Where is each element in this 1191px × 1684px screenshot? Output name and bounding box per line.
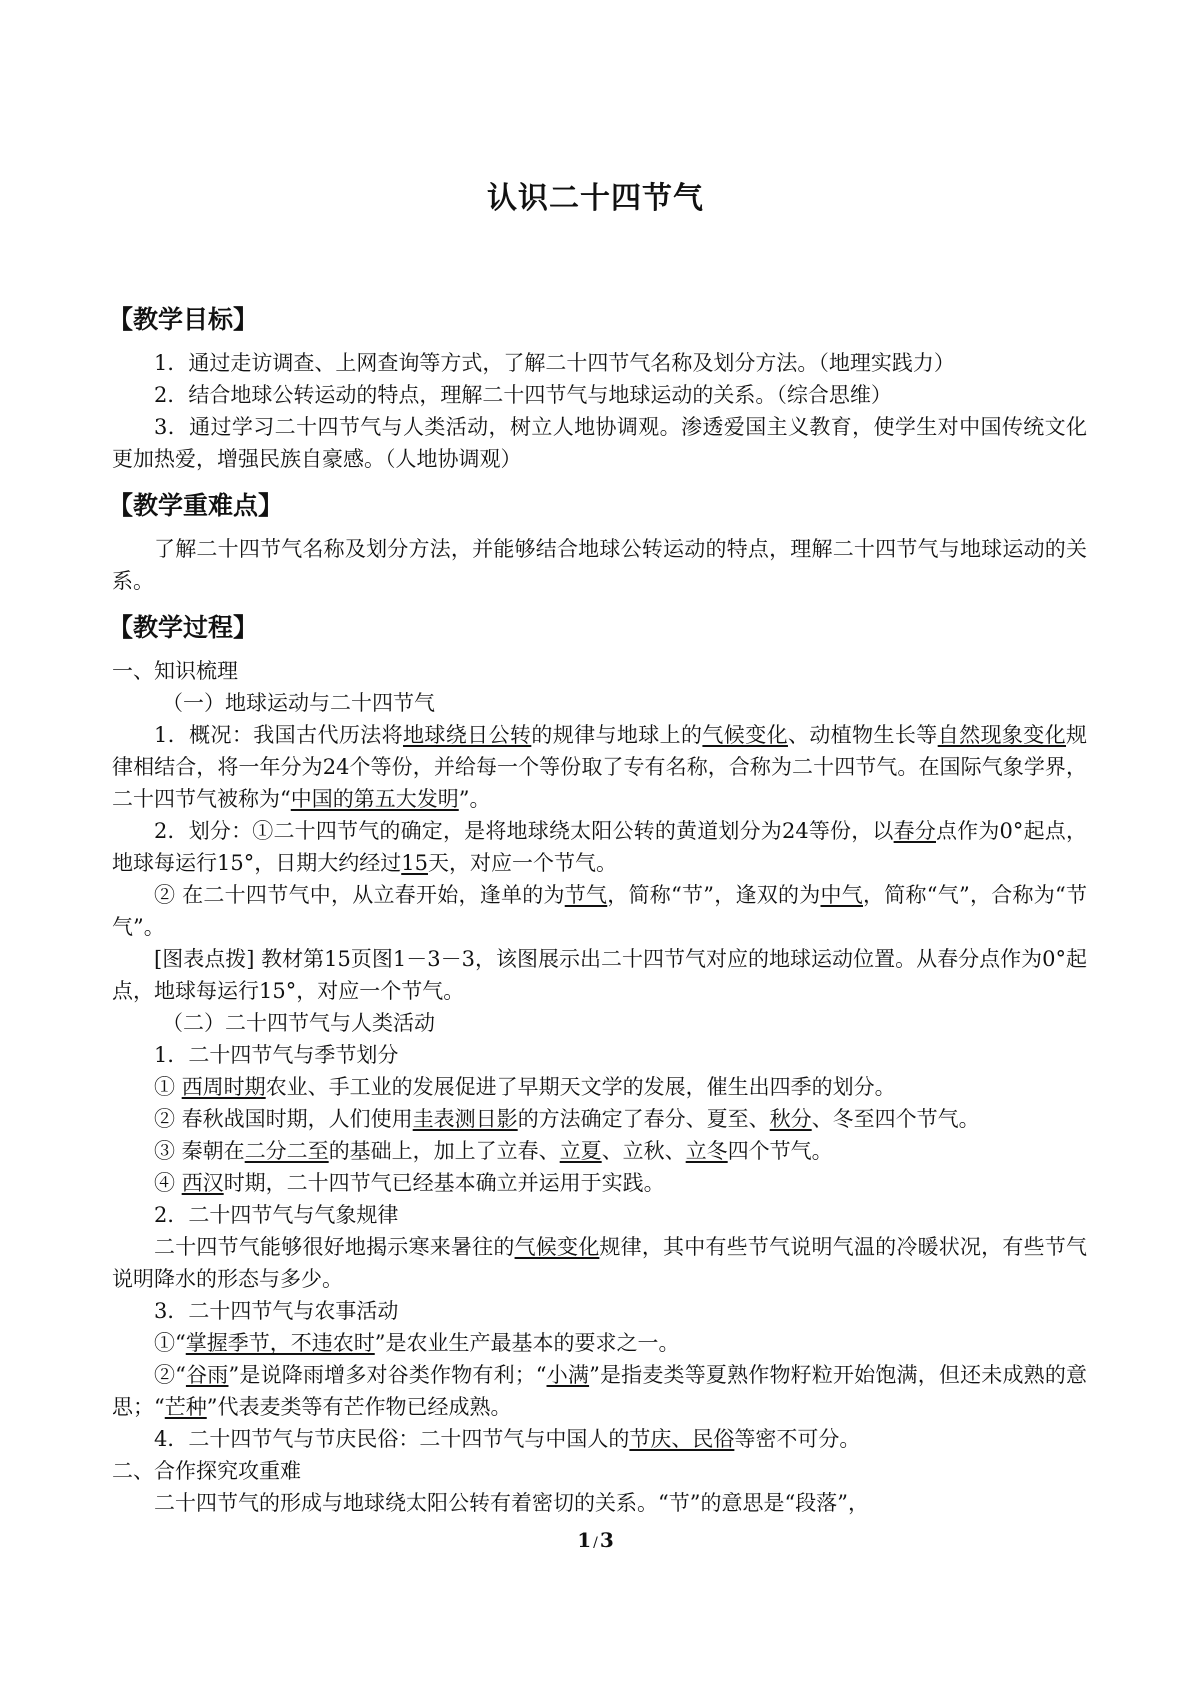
underlined-answer: 地球绕日公转 — [403, 723, 532, 747]
item-season-3: ③ 秦朝在二分二至的基础上，加上了立春、立夏、立秋、立冬四个节气。 — [154, 1139, 833, 1163]
underlined-answer: 15 — [401, 851, 428, 875]
underlined-answer: 节庆、民俗 — [629, 1427, 735, 1451]
item-farm-2: ②“谷雨”是说降雨增多对谷类作物有利；“小满”是指麦类等夏熟作物籽粒开始饱满，但还未成熟的意思；“芒种”代表麦类等有芒作物已经成熟。 — [112, 1363, 1088, 1419]
paragraph-overview: 1．概况：我国古代历法将地球绕日公转的规律与地球上的气候变化、动植物生长等自然现象变化规律相结合，将一年分为24个等份，并给每一个等份取了专有名称，合称为二十四节气。在国际气象学界，二十四节气被称为“中国的第五大发明”。 — [112, 723, 1088, 811]
total-pages: 3 — [599, 1528, 614, 1552]
key-points-text: 了解二十四节气名称及划分方法，并能够结合地球公转运动的特点，理解二十四节气与地球运动的关系。 — [112, 537, 1087, 593]
underlined-answer: 掌握季节，不违农时 — [185, 1331, 375, 1355]
underlined-answer: 西汉 — [181, 1171, 224, 1195]
underlined-answer: 中气 — [820, 883, 864, 907]
goal-3: 3．通过学习二十四节气与人类活动，树立人地协调观。渗透爱国主义教育，使学生对中国传统文化更加热爱，增强民族自豪感。（人地协调观） — [112, 415, 1087, 471]
paragraph-chart-note: [图表点拨] 教材第15页图1－3－3，该图展示出二十四节气对应的地球运动位置。从春分点作为0°起点，地球每运行15°，对应一个节气。 — [112, 947, 1087, 1003]
item-weather-title: 2．二十四节气与气象规律 — [154, 1203, 399, 1227]
paragraph-division: 2．划分：①二十四节气的确定，是将地球绕太阳公转的黄道划分为24等份，以春分点作为0°起点，地球每运行15°，日期大约经过15天，对应一个节气。 — [112, 819, 1087, 875]
underlined-answer: 自然现象变化 — [937, 723, 1067, 747]
item-farm-title: 3．二十四节气与农事活动 — [154, 1299, 399, 1323]
document-body — [108, 297, 1088, 1519]
underlined-answer: 春分 — [893, 819, 936, 843]
paragraph-weather: 二十四节气能够很好地揭示寒来暑往的气候变化规律，其中有些节气说明气温的冷暖状况，有些节气说明降水的形态与多少。 — [112, 1235, 1088, 1291]
heading-teaching-goals: 【教学目标】 — [108, 305, 259, 334]
item-season-1: ① 西周时期农业、手工业的发展促进了早期天文学的发展，催生出四季的划分。 — [154, 1075, 896, 1099]
item-season-4: ④ 西汉时期，二十四节气已经基本确立并运用于实践。 — [154, 1171, 665, 1195]
item-season-title: 1．二十四节气与季节划分 — [154, 1043, 399, 1067]
part-knowledge-review: 一、知识梳理 — [112, 659, 238, 683]
underlined-answer: 气候变化 — [514, 1235, 600, 1259]
underlined-answer: 节气 — [564, 883, 608, 907]
underlined-answer: 西周时期 — [181, 1075, 266, 1099]
item-farm-1: ①“掌握季节，不违农时”是农业生产最基本的要求之一。 — [154, 1331, 680, 1355]
subsection-human-activity: （二）二十四节气与人类活动 — [162, 1011, 435, 1035]
paragraph-festival: 4．二十四节气与节庆民俗：二十四节气与中国人的节庆、民俗等密不可分。 — [154, 1427, 861, 1451]
heading-teaching-process: 【教学过程】 — [108, 613, 259, 642]
underlined-answer: 圭表测日影 — [412, 1107, 518, 1131]
current-page: 1 — [577, 1528, 592, 1552]
underlined-answer: 芒种 — [164, 1395, 207, 1419]
paragraph-division-2: ② 在二十四节气中，从立春开始，逢单的为节气，简称“节”，逢双的为中气，简称“气”，合称为“节气”。 — [112, 883, 1087, 939]
paragraph-explore: 二十四节气的形成与地球绕太阳公转有着密切的关系。“节”的意思是“段落”， — [154, 1491, 869, 1515]
underlined-answer: 谷雨 — [185, 1363, 229, 1387]
part-cooperative-inquiry: 二、合作探究攻重难 — [112, 1459, 301, 1483]
page-number — [0, 1528, 1191, 1552]
underlined-answer: 气候变化 — [702, 723, 788, 747]
document-title: 认识二十四节气 — [487, 181, 704, 216]
page-separator: / — [593, 1535, 598, 1551]
underlined-answer: 秋分 — [769, 1107, 812, 1131]
item-season-2: ② 春秋战国时期，人们使用圭表测日影的方法确定了春分、夏至、秋分、冬至四个节气。 — [154, 1107, 980, 1131]
underlined-answer: 小满 — [546, 1363, 590, 1387]
goal-1: 1．通过走访调查、上网查询等方式，了解二十四节气名称及划分方法。（地理实践力） — [154, 351, 955, 375]
underlined-answer: 中国的第五大发明 — [290, 787, 459, 811]
underlined-answer: 立冬 — [685, 1139, 728, 1163]
subsection-earth-motion: （一）地球运动与二十四节气 — [162, 691, 435, 715]
underlined-answer: 立夏 — [559, 1139, 602, 1163]
goal-2: 2．结合地球公转运动的特点，理解二十四节气与地球运动的关系。（综合思维） — [154, 383, 892, 407]
heading-key-points: 【教学重难点】 — [108, 491, 284, 520]
underlined-answer: 二分二至 — [244, 1139, 329, 1163]
